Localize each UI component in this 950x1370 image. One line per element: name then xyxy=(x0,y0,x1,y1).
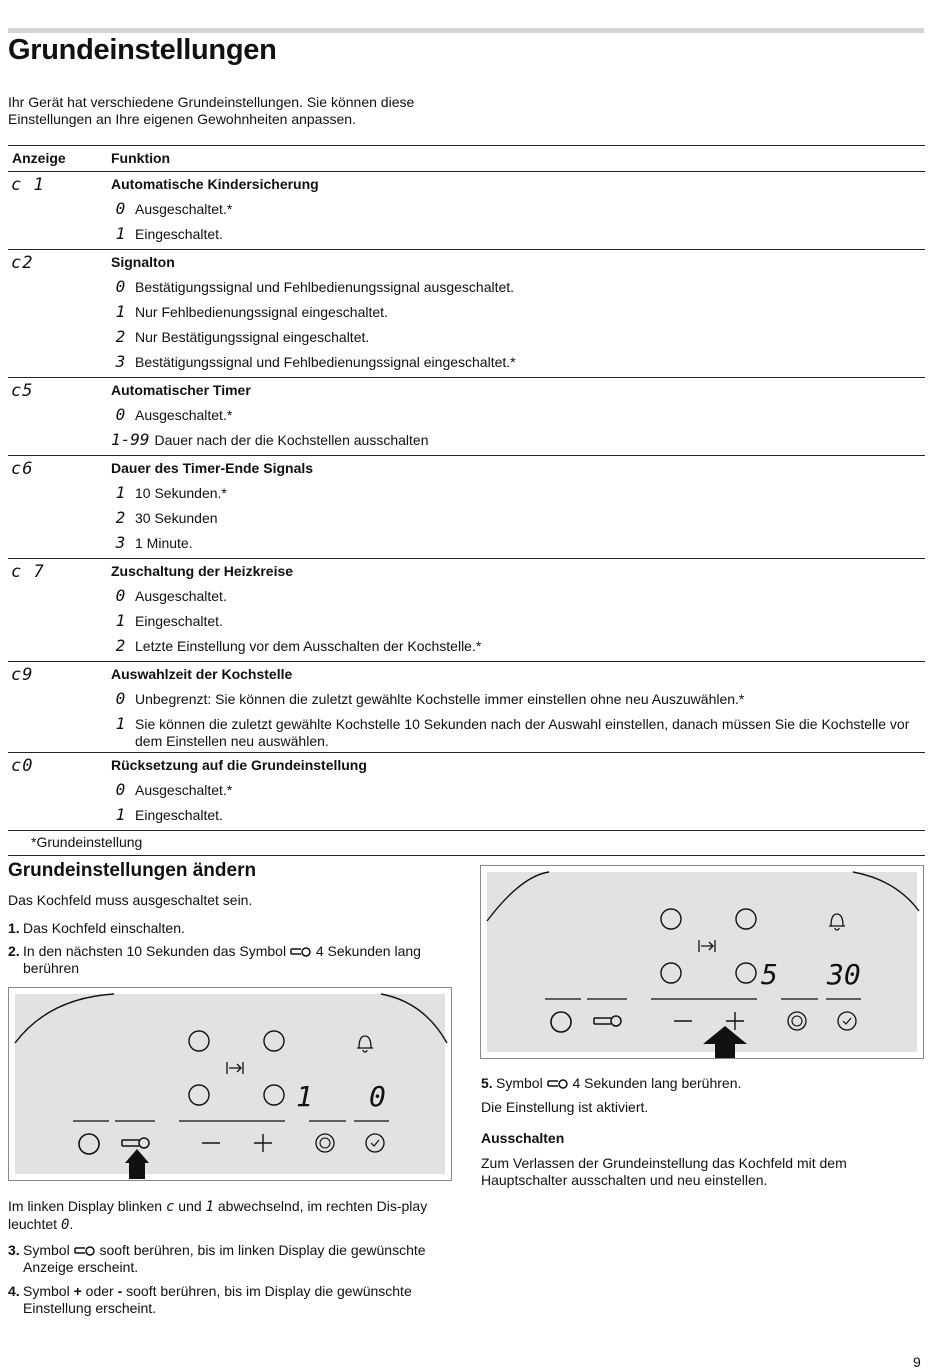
option-text: Eingeschaltet. xyxy=(135,226,223,242)
key-icon xyxy=(547,1078,569,1090)
table-header xyxy=(8,145,925,172)
right-display: 0 xyxy=(369,1080,386,1113)
option-value: 1 xyxy=(115,302,126,321)
off-title: Ausschalten xyxy=(481,1130,565,1146)
option-value: 0 xyxy=(115,199,126,218)
step-text: Symbol xyxy=(23,1283,70,1299)
setting-code: c5 xyxy=(11,381,34,401)
option-value: 2 xyxy=(115,636,126,655)
key-icon[interactable] xyxy=(122,1138,149,1148)
power-button[interactable] xyxy=(551,1012,571,1032)
settings-table xyxy=(8,145,925,856)
option-value: 1 xyxy=(115,805,126,824)
option-text: Nur Bestätigungssignal eingeschaltet. xyxy=(135,329,370,345)
setting-group xyxy=(8,559,925,662)
option-text: Dauer nach der die Kochstellen ausschalten xyxy=(154,432,429,448)
header-anzeige: Anzeige xyxy=(12,150,66,166)
setting-option xyxy=(111,531,925,556)
setting-option xyxy=(111,197,925,222)
text: . xyxy=(69,1216,74,1232)
setting-group xyxy=(8,456,925,559)
setting-code: c9 xyxy=(11,665,34,685)
setting-group xyxy=(8,662,925,753)
option-value: 0 xyxy=(115,689,126,708)
option-text: 10 Sekunden.* xyxy=(135,485,227,501)
step-text: Symbol xyxy=(23,1242,70,1258)
arrow-pointer xyxy=(125,1149,149,1179)
setting-option xyxy=(111,687,925,712)
option-value: 2 xyxy=(115,327,126,346)
option-text: Nur Fehlbedienungssignal eingeschaltet. xyxy=(135,304,388,320)
blink-text xyxy=(8,1198,458,1234)
plus-symbol: + xyxy=(73,1283,82,1299)
option-value: 1 xyxy=(115,483,126,502)
option-value: 3 xyxy=(115,352,126,371)
step-text: Symbol xyxy=(496,1075,543,1091)
zone-button[interactable] xyxy=(189,1085,209,1105)
option-value: 1-99 xyxy=(111,430,150,449)
option-value: 1 xyxy=(115,714,126,733)
minus-symbol: - xyxy=(117,1283,123,1299)
step-number: 1. xyxy=(8,920,20,936)
text: und xyxy=(178,1198,202,1214)
setting-option xyxy=(111,350,925,375)
setting-title: Dauer des Timer-Ende Signals xyxy=(111,460,314,476)
setting-code: c 1 xyxy=(11,175,45,195)
option-text: Bestätigungssignal und Fehlbedienungssignal eingeschaltet.* xyxy=(135,354,516,370)
key-icon[interactable] xyxy=(594,1016,621,1026)
control-panel-right xyxy=(480,865,924,1059)
setting-option xyxy=(111,712,925,750)
setting-option xyxy=(111,300,925,325)
setting-option xyxy=(111,403,925,428)
step-number: 2. xyxy=(8,943,20,959)
setting-title: Zuschaltung der Heizkreise xyxy=(111,563,294,579)
arrow-pointer xyxy=(703,1026,747,1058)
option-text: 1 Minute. xyxy=(135,535,193,551)
segment-char: 0 xyxy=(60,1217,70,1233)
option-value: 0 xyxy=(115,780,126,799)
option-value: 1 xyxy=(115,224,126,243)
header-rule xyxy=(8,28,924,33)
option-value: 3 xyxy=(115,533,126,552)
step-4 xyxy=(8,1283,448,1317)
text: Im linken Display blinken xyxy=(8,1198,163,1214)
step-text: oder xyxy=(85,1283,114,1299)
zone-button[interactable] xyxy=(264,1031,284,1051)
setting-group xyxy=(8,378,925,456)
step-3 xyxy=(8,1242,448,1276)
option-text: Letzte Einstellung vor dem Ausschalten der Kochstelle.* xyxy=(135,638,482,654)
setting-option xyxy=(111,275,925,300)
segment-char: 1 xyxy=(205,1199,214,1215)
setting-code: c0 xyxy=(11,756,34,776)
setting-title: Rücksetzung auf die Grundeinstellung xyxy=(111,757,367,773)
setting-title: Auswahlzeit der Kochstelle xyxy=(111,666,293,682)
step-2 xyxy=(8,943,458,977)
zone-button[interactable] xyxy=(189,1031,209,1051)
zone-button[interactable] xyxy=(736,963,756,983)
auto-zone-icon[interactable] xyxy=(316,1134,334,1152)
zone-button[interactable] xyxy=(661,963,681,983)
setting-title: Automatischer Timer xyxy=(111,382,251,398)
setting-option xyxy=(111,428,925,453)
bell-icon[interactable] xyxy=(829,914,845,930)
footnote-text: *Grundeinstellung xyxy=(31,834,143,850)
clock-icon[interactable] xyxy=(838,1012,856,1030)
step-number: 4. xyxy=(8,1283,20,1299)
setting-code: c6 xyxy=(11,459,34,479)
auto-zone-icon[interactable] xyxy=(788,1012,806,1030)
setting-option xyxy=(111,481,925,506)
option-text: Eingeschaltet. xyxy=(135,807,223,823)
step-text: sooft berühren, bis im Display die gewünschte Einstellung erscheint. xyxy=(23,1283,412,1316)
left-display: 5 xyxy=(761,958,778,991)
setting-group xyxy=(8,753,925,831)
section-title: Grundeinstellungen ändern xyxy=(8,860,257,881)
timer-zone-icon xyxy=(699,940,715,952)
panel-right-drawing xyxy=(481,866,925,1060)
power-button[interactable] xyxy=(79,1134,99,1154)
option-text: Sie können die zuletzt gewählte Kochstelle 10 Sekunden nach der Auswahl einstellen, danach müssen Sie die Kochstelle vor dem Einstellen neu auswählen. xyxy=(135,716,910,749)
step-text: 4 Sekunden lang berühren. xyxy=(572,1075,742,1091)
page-number: 9 xyxy=(913,1354,921,1370)
key-icon xyxy=(74,1245,96,1257)
precondition-text: Das Kochfeld muss ausgeschaltet sein. xyxy=(8,892,253,908)
setting-group xyxy=(8,250,925,378)
setting-option xyxy=(111,325,925,350)
activated-text: Die Einstellung ist aktiviert. xyxy=(481,1099,649,1115)
step-1 xyxy=(8,920,458,937)
setting-title: Signalton xyxy=(111,254,175,270)
text: abwechselnd, im rechten Dis-play leuchtet xyxy=(8,1198,428,1232)
setting-option xyxy=(111,584,925,609)
setting-code: c2 xyxy=(11,253,34,273)
option-text: Ausgeschaltet.* xyxy=(135,407,233,423)
option-text: Bestätigungssignal und Fehlbedienungssignal ausgeschaltet. xyxy=(135,279,515,295)
option-value: 0 xyxy=(115,405,126,424)
option-text: Ausgeschaltet.* xyxy=(135,201,233,217)
off-text: Zum Verlassen der Grundeinstellung das Kochfeld mit dem Hauptschalter ausschalten und neu einstellen. xyxy=(481,1155,847,1188)
key-icon xyxy=(290,946,312,958)
option-value: 0 xyxy=(115,586,126,605)
panel-left-drawing xyxy=(9,988,453,1182)
option-text: Ausgeschaltet.* xyxy=(135,782,233,798)
option-text: Eingeschaltet. xyxy=(135,613,223,629)
clock-icon[interactable] xyxy=(366,1134,384,1152)
right-display: 30 xyxy=(827,958,861,991)
option-value: 1 xyxy=(115,611,126,630)
header-funktion: Funktion xyxy=(111,150,171,166)
option-text: Ausgeschaltet. xyxy=(135,588,227,604)
option-text: Unbegrenzt: Sie können die zuletzt gewählte Kochstelle immer einstellen ohne neu Auszuwählen.* xyxy=(135,691,745,707)
step-number: 3. xyxy=(8,1242,20,1258)
bell-icon[interactable] xyxy=(357,1036,373,1052)
step-text: 4 Sekunden lang berühren xyxy=(23,943,421,976)
option-value: 2 xyxy=(115,508,126,527)
plus-button[interactable] xyxy=(726,1012,744,1030)
plus-button[interactable] xyxy=(254,1134,272,1152)
step-text: sooft berühren, bis im linken Display die gewünschte Anzeige erscheint. xyxy=(23,1242,426,1275)
setting-option xyxy=(111,803,925,828)
setting-option xyxy=(111,609,925,634)
segment-char: c xyxy=(165,1199,175,1215)
setting-option xyxy=(111,778,925,803)
timer-zone-icon xyxy=(227,1062,243,1074)
option-text: 30 Sekunden xyxy=(135,510,218,526)
control-panel-left xyxy=(8,987,452,1181)
step-text: In den nächsten 10 Sekunden das Symbol xyxy=(23,943,287,959)
zone-button[interactable] xyxy=(264,1085,284,1105)
option-value: 0 xyxy=(115,277,126,296)
page-title: Grundeinstellungen xyxy=(8,34,277,66)
intro-text: Ihr Gerät hat verschiedene Grundeinstellungen. Sie können diese Einstellungen an Ihre eigenen Gewohnheiten anpassen. xyxy=(8,94,415,127)
left-display: 1 xyxy=(296,1080,313,1113)
setting-option xyxy=(111,222,925,247)
setting-group xyxy=(8,172,925,250)
step-5 xyxy=(481,1075,921,1092)
setting-option xyxy=(111,634,925,659)
step-text: Das Kochfeld einschalten. xyxy=(23,920,185,936)
setting-title: Automatische Kindersicherung xyxy=(111,176,319,192)
setting-option xyxy=(111,506,925,531)
table-footnote xyxy=(8,831,925,856)
step-number: 5. xyxy=(481,1075,493,1091)
setting-code: c 7 xyxy=(11,562,45,582)
zone-button[interactable] xyxy=(736,909,756,929)
zone-button[interactable] xyxy=(661,909,681,929)
